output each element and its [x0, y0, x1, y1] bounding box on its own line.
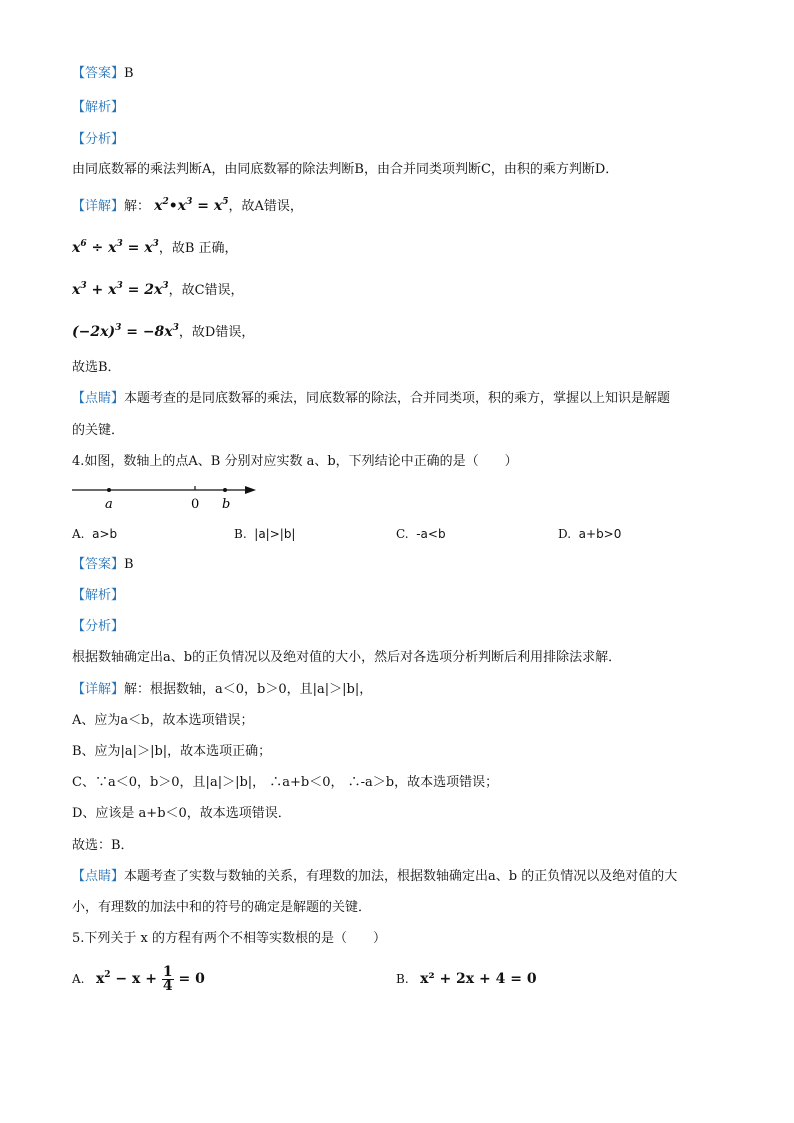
- option-label: D.: [558, 527, 572, 541]
- q4-option-b[interactable]: [234, 524, 295, 544]
- comment-tag: 【点睛】: [72, 869, 125, 884]
- answer-tag: 【答案】: [72, 557, 125, 572]
- number-line-figure: [70, 478, 270, 514]
- q4-question: 4.如图，数轴上的点A、B 分别对应实数 a、b，下列结论中正确的是（ ）: [72, 454, 518, 469]
- formula-b: $x^6 \div x^3 = x^3$: [72, 239, 159, 256]
- fenxi-text: 根据数轴确定出a、b的正负情况以及绝对值的大小，然后对各选项分析判断后利用排除法求解．: [72, 650, 622, 665]
- detail-intro: 解：: [124, 199, 151, 214]
- fenxi-text: 由同底数幂的乘法判断A，由同底数幂的除法判断B，由合并同类项判断C，由积的乘方判断D．: [72, 162, 619, 177]
- step-c-text: ，故C错误，: [168, 283, 244, 298]
- step-a-text: ，故A错误，: [228, 199, 303, 214]
- detail-step-c: [72, 280, 244, 301]
- q4-comment-line1: [72, 867, 677, 887]
- q3-conclusion: 故选B．: [72, 360, 121, 375]
- formula-d: $(-2x)^3 = -8x^3$: [72, 323, 179, 340]
- formula-a: $x^2•x^3 = x^5$: [154, 197, 229, 214]
- q4-line-a: A、应为a＜b，故本选项错误；: [72, 713, 254, 728]
- answer-value: B: [124, 66, 134, 81]
- q3-comment-line2: 的关键．: [72, 423, 125, 438]
- answer-value: B: [124, 557, 134, 572]
- analysis-tag: 【解析】: [72, 100, 125, 115]
- arrow-icon: [245, 486, 256, 494]
- point-a: [107, 488, 111, 492]
- fenxi-tag: 【分析】: [72, 619, 125, 634]
- option-label: B.: [396, 972, 409, 986]
- option-text: a+b>0: [578, 527, 622, 541]
- detail-step-d: [72, 322, 254, 343]
- option-text: a>b: [92, 527, 118, 541]
- label-b: b: [222, 497, 231, 512]
- point-b: [223, 488, 227, 492]
- q4-option-d[interactable]: [558, 524, 621, 544]
- q5-option-b[interactable]: [396, 962, 537, 996]
- option-text: |a|>|b|: [254, 527, 296, 541]
- option-label: A.: [72, 972, 85, 986]
- analysis-tag: 【解析】: [72, 588, 125, 603]
- fraction-one-quarter: $\frac{1}{4}$: [162, 963, 173, 994]
- q5-option-a[interactable]: [72, 962, 205, 996]
- detail-tag: 【详解】: [72, 199, 125, 214]
- comment-text: 本题考查的是同底数幂的乘法，同底数幂的除法，合并同类项，积的乘方，掌握以上知识是解题: [124, 391, 671, 406]
- detail-tag: 【详解】: [72, 682, 125, 697]
- formula-c: $x^3 + x^3 = 2x^3$: [72, 281, 169, 298]
- q3-comment-line1: [72, 389, 670, 409]
- label-zero: 0: [191, 497, 200, 512]
- q4-detail-line: [72, 680, 372, 700]
- q4-line-d: D、应该是 a+b＜0，故本选项错误．: [72, 806, 291, 821]
- q5-question: 5.下列关于 x 的方程有两个不相等实数根的是（ ）: [72, 931, 386, 946]
- option-label: C.: [396, 527, 409, 541]
- q4-conclusion: 故选：B．: [72, 838, 134, 853]
- equation-a: $x^2 - x$ + $\frac{1}{4}$ = 0: [95, 963, 205, 994]
- detail-step-b: [72, 238, 238, 259]
- comment-text: 本题考查了实数与数轴的关系，有理数的加法，根据数轴确定出a、b 的正负情况以及绝对值的大: [124, 869, 678, 884]
- q4-answer-line: [72, 555, 134, 575]
- q3-answer-line: [72, 64, 134, 84]
- q4-option-c[interactable]: [396, 524, 446, 544]
- answer-tag: 【答案】: [72, 66, 125, 81]
- detail-step-a: [72, 196, 303, 217]
- q4-comment-line2: 小，有理数的加法中和的符号的确定是解题的关键．: [72, 900, 372, 915]
- equation-b: x² + 2x + 4 = 0: [420, 971, 537, 987]
- detail-text: 解：根据数轴，a＜0，b＞0，且|a|＞|b|，: [124, 682, 373, 697]
- option-label: B.: [234, 527, 247, 541]
- q4-option-a[interactable]: [72, 524, 117, 544]
- q4-line-c: C、∵a＜0，b＞0，且|a|＞|b|， ∴a+b＜0， ∴-a＞b，故本选项错误；: [72, 775, 499, 790]
- option-text: -a<b: [416, 527, 446, 541]
- step-d-text: ，故D错误，: [178, 325, 255, 340]
- label-a: a: [105, 497, 113, 512]
- fenxi-tag: 【分析】: [72, 132, 125, 147]
- q4-line-b: B、应为|a|＞|b|，故本选项正确；: [72, 744, 272, 759]
- comment-tag: 【点睛】: [72, 391, 125, 406]
- option-label: A.: [72, 527, 85, 541]
- step-b-text: ，故B 正确，: [158, 241, 238, 256]
